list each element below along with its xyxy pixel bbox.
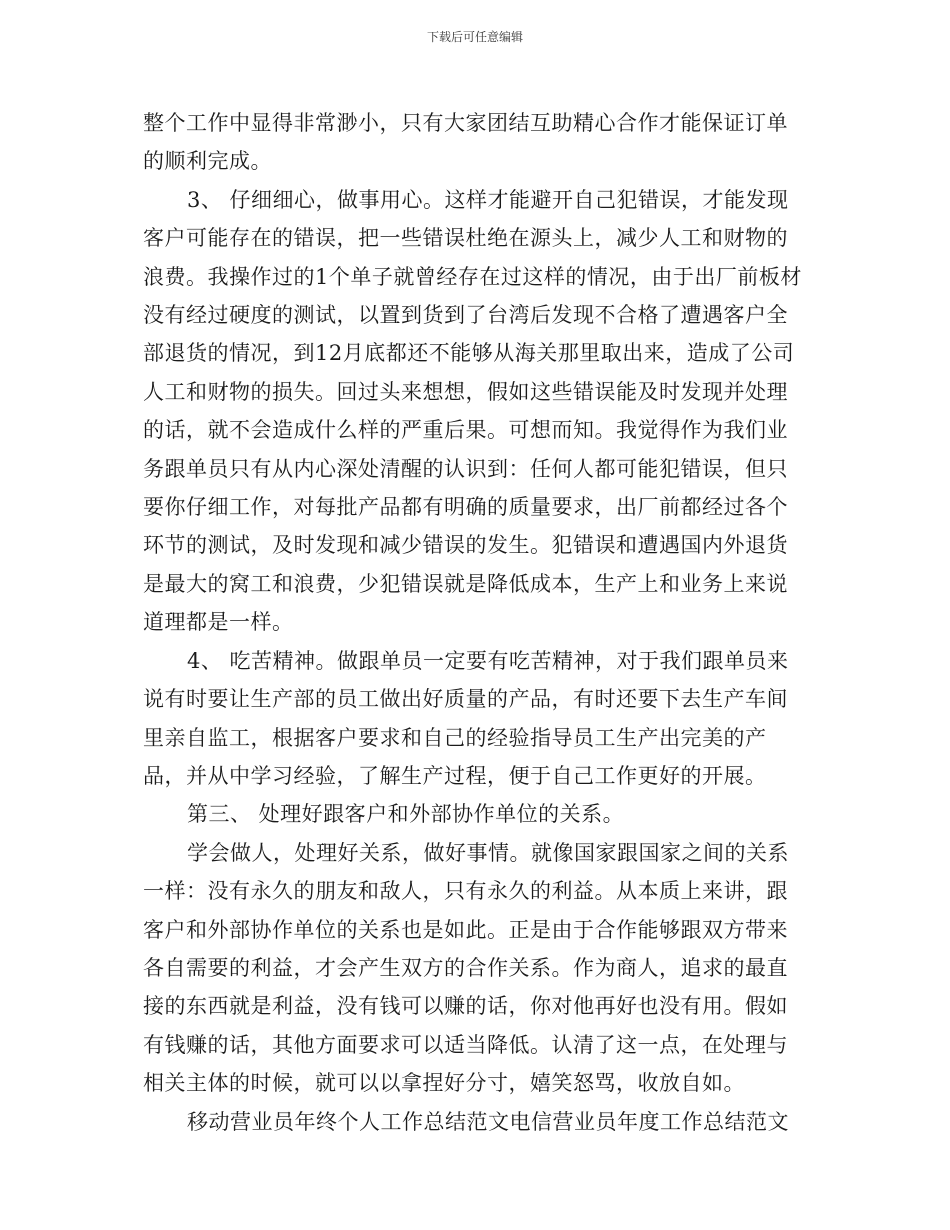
- section-heading: 第三、 处理好跟客户和外部协作单位的关系。: [187, 802, 625, 827]
- paragraph-4: 学会做人，处理好关系，做好事情。就像国家跟国家之间的关系一样：没有永久的朋友和敌人，只有永久的利益。从本质上来讲，跟客户和外部协作单位的关系也是如此。正是由于合作能够跟双方带来各自需要的利益，才会产生双方的合作关系。作为商人，追求的最直接的东西就是利益，没有钱可以赚的话，你对他再好也没有用。假如有钱赚的话，其他方面要求可以适当降低。认清了这一点，在处理与相关主体的时候，就可以以拿捏好分寸，嬉笑怒骂，收放自如。: [143, 840, 789, 1096]
- paragraph-1: 整个工作中显得非常渺小，只有大家团结互助精心合作才能保证订单的顺利完成。: [143, 111, 788, 174]
- paragraph-3: 4、 吃苦精神。做跟单员一定要有吃苦精神，对于我们跟单员来说有时要让生产部的员工做出好质量的产品，有时还要下去生产车间里亲自监工，根据客户要求和自己的经验指导员工生产出完美的产品，并从中学习经验，了解生产过程，便于自己工作更好的开展。: [143, 648, 789, 788]
- page-header: 下载后可任意编辑: [426, 30, 523, 44]
- paragraph-2: 3、 仔细细心，做事用心。这样才能避开自己犯错误，才能发现客户可能存在的错误，把一些错误杜绝在源头上，减少人工和财物的浪费。我操作过的1个单子就曾经存在过这样的情况，由于出厂前板材没有经过硬度的测试，以置到货到了台湾后发现不合格了遭遇客户全部退货的情况，到12月底都还不能够从海关那里取出来，造成了公司人工和财物的损失。回过头来想想，假如这些错误能及时发现并处理的话，就不会造成什么样的严重后果。可想而知。我觉得作为我们业务跟单员只有从内心深处清醒的认识到：任何人都可能犯错误，但只要你仔细工作，对每批产品都有明确的质量要求，出厂前都经过各个环节的测试，及时发现和减少错误的发生。犯错误和遭遇国内外退货是最大的窝工和浪费，少犯错误就是降低成本，生产上和业务上来说道理都是一样。: [143, 187, 802, 635]
- document-body: [143, 104, 803, 1141]
- document-title-line: 移动营业员年终个人工作总结范文电信营业员年度工作总结范文: [187, 1109, 789, 1134]
